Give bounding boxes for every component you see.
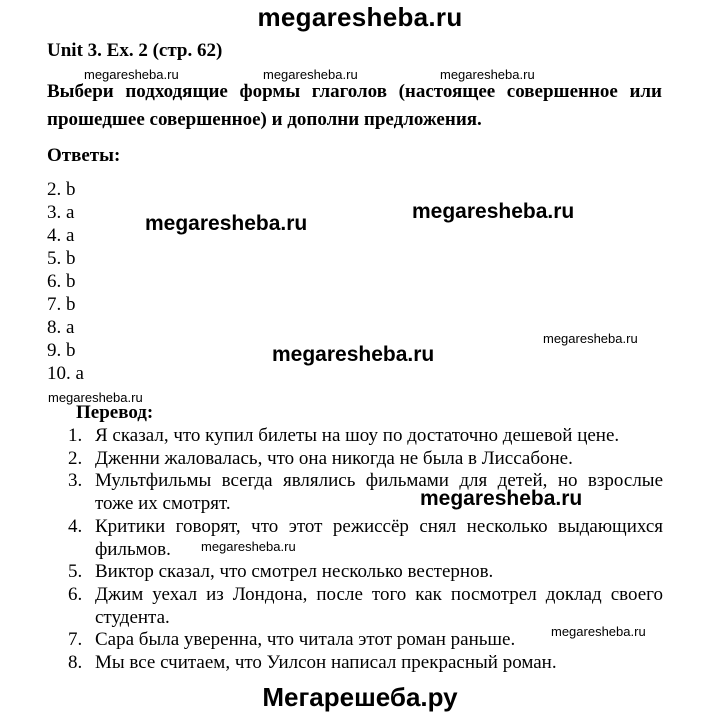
translation-title: Перевод: [76,402,154,423]
translation-item: 1. Я сказал, что купил билеты на шоу по достаточно дешевой цене. [68,425,620,446]
watermark: megaresheba.ru [440,67,535,82]
watermark: megaresheba.ru [48,390,143,405]
watermark: megaresheba.ru [412,200,575,223]
watermark: megaresheba.ru [543,331,638,346]
answers-list [47,178,84,385]
watermark: megaresheba.ru [84,67,179,82]
site-brand-header: megaresheba.ru [257,2,463,32]
answer-item: 5. b [47,248,76,269]
translation-item: 5. Виктор сказал, что смотрел несколько вестернов. [68,561,494,583]
watermark: megaresheba.ru [263,67,358,82]
watermark: megaresheba.ru [145,212,308,235]
watermark: megaresheba.ru [551,624,646,639]
answer-item: 4. a [47,225,75,246]
answers-title: Ответы: [47,145,121,166]
answer-item: 6. b [47,271,76,292]
translation-item: 8. Мы все считаем, что Уилсон написал прекрасный роман. [68,652,557,674]
answer-item: 10. a [47,363,84,384]
answer-item: 8. a [47,317,75,338]
site-brand-footer: Мегарешеба.ру [262,682,458,712]
watermark: megaresheba.ru [201,539,296,554]
answer-item: 3. a [47,202,75,223]
translation-item: 4. Критики говорят, что этот режиссёр снял несколько выдающихся фильмов. [68,515,663,560]
translation-item: 2. Дженни жаловалась, что она никогда не была в Лиссабоне. [68,447,573,469]
translation-item: 7. Сара была уверенна, что читала этот роман раньше. [68,629,516,651]
translation-item: 6. Джим уехал из Лондона, после того как посмотрел доклад своего студента. [68,583,663,628]
exercise-instruction: Выбери подходящие формы глаголов (настоящее совершенное или прошедшее совершенное) и дополни предложения. [47,81,662,130]
watermark: megaresheba.ru [272,343,435,366]
watermark: megaresheba.ru [420,487,583,510]
answer-item: 7. b [47,294,76,315]
translation-item: 3. Мультфильмы всегда являлись фильмами для детей, но взрослые тоже их смотрят. [68,470,663,515]
exercise-heading: Unit 3. Ex. 2 (стр. 62) [47,40,223,61]
answer-item: 9. b [47,340,76,361]
answer-item: 2. b [47,179,76,200]
